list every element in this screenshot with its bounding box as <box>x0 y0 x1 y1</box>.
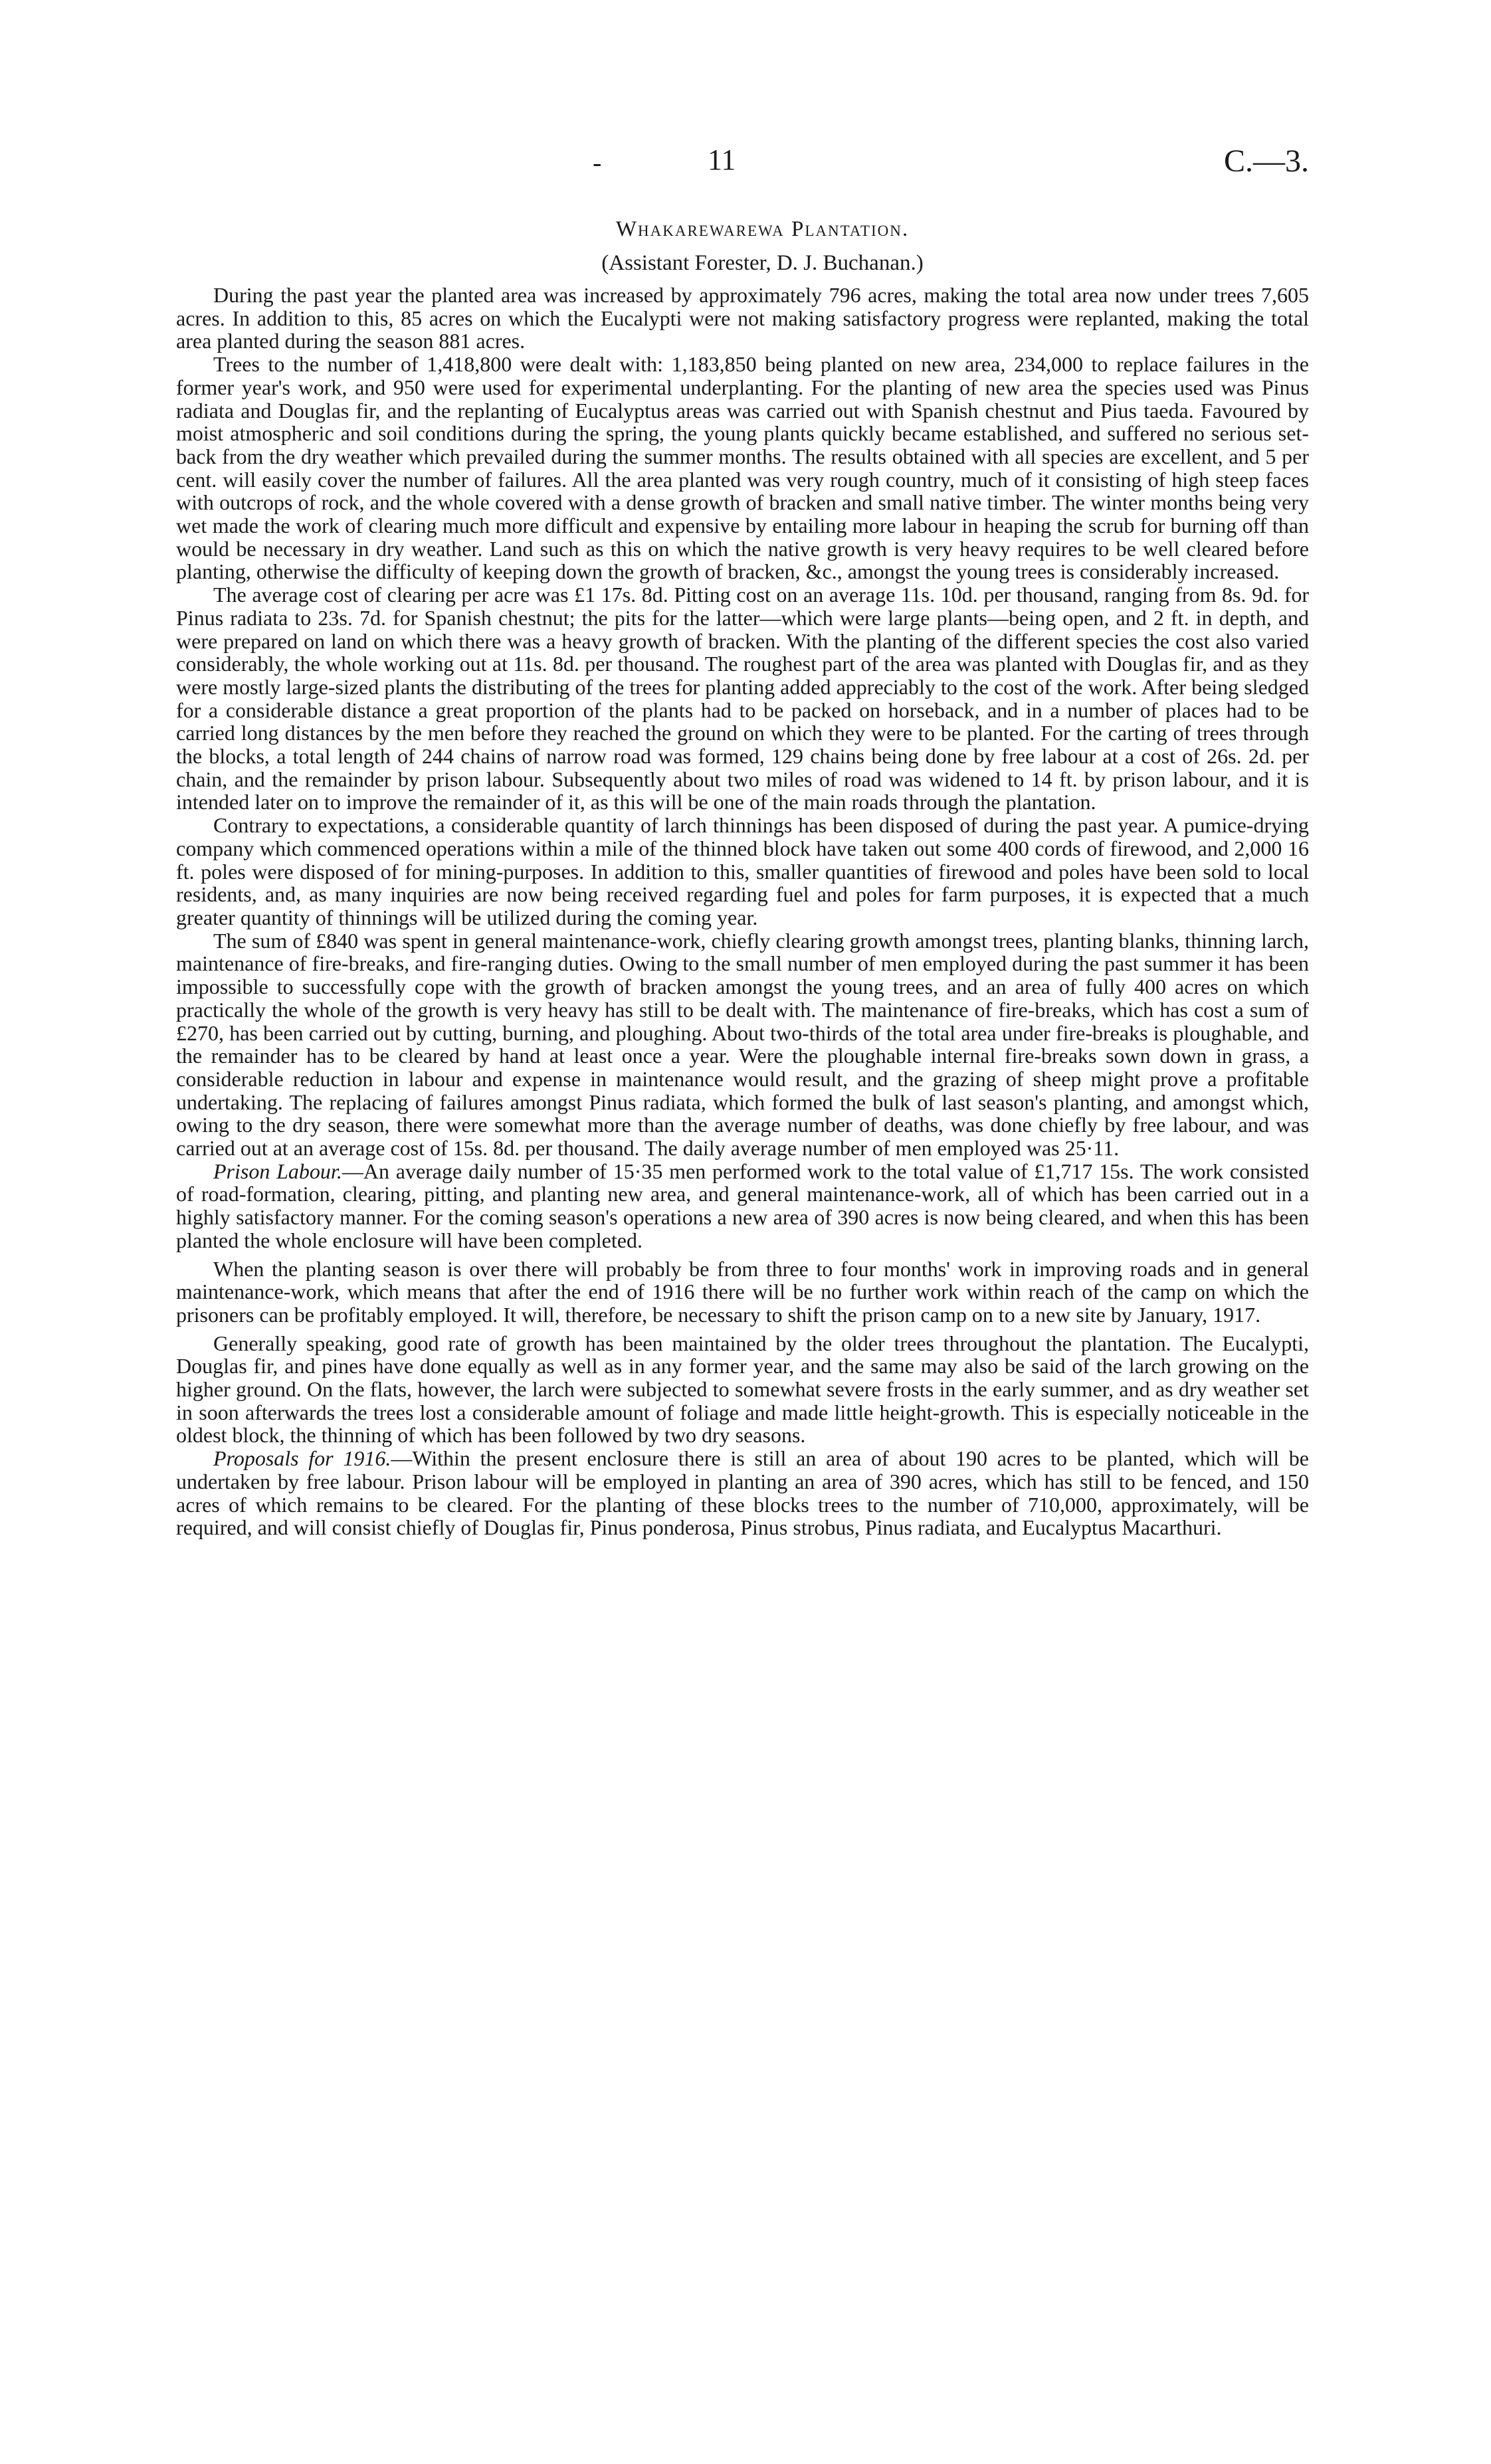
paragraph-trees-dealt-with: Trees to the number of 1,418,800 were dealt with: 1,183,850 being planted on new area, 234,000 to replace failures in the former year's work, and 950 were used for experimental underplanting. For the planting of new area the species used was Pinus radiata and Douglas fir, and the replanting of Eucalyptus areas was carried out with Spanish chestnut and Pius taeda. Favoured by moist atmospheric and soil conditions during the spring, the young plants quickly became established, and suffered no serious set-back from the dry weather which prevailed during the summer months. The results obtained with all species are excellent, and 5 per cent. will easily cover the number of failures. All the area planted was very rough country, much of it consisting of high steep faces with outcrops of rock, and the whole covered with a dense growth of bracken and small native timber. The winter months being very wet made the work of clearing much more difficult and expensive by entailing more labour in heaping the scrub for burning off than would be necessary in dry weather. Land such as this on which the native growth is very heavy requires to be well cleared before planting, otherwise the difficulty of keeping down the growth of bracken, &c., amongst the young trees is considerably increased. <box>176 352 1309 584</box>
proposals-heading: Proposals for 1916. <box>213 1446 391 1471</box>
paragraph-larch-thinnings: Contrary to expectations, a considerable quantity of larch thinnings has been disposed of during the past year. A pumice-drying company which commenced operations within a mile of the thinned block have taken out some 400 cords of firewood, and 2,000 16 ft. poles were disposed of for mining-purposes. In addition to this, smaller quantities of firewood and poles have been sold to local residents, and, as many inquiries are now being received regarding fuel and poles for farm purposes, it is expected that a much greater quantity of thinnings will be utilized during the coming year. <box>176 813 1309 929</box>
prison-labour-heading: Prison Labour. <box>213 1159 342 1183</box>
section-title: Whakarewarewa Plantation. <box>615 217 910 241</box>
document-reference: C.—3. <box>1223 143 1309 179</box>
header-dash: - <box>593 147 602 177</box>
paragraph-planted-area: During the past year the planted area was increased by approximately 796 acres, making the total area now under trees 7,605 acres. In addition to this, 85 acres on which the Eucalypti were not making satisfactory progress were replanted, making the total area planted during the season 881 acres. <box>176 283 1309 353</box>
proposals-text: —Within the present enclosure there is still an area of about 190 acres to be planted, which will be undertaken by free labour. Prison labour will be employed in planting an area of 390 acres, which has still to be fenced, and 150 acres of which remains to be cleared. For the planting of these blocks trees to the number of 710,000, approximately, will be required, and will consist chiefly of Douglas fir, Pinus ponderosa, Pinus strobus, Pinus radiata, and Eucalyptus Macarthuri. <box>176 1446 1310 1540</box>
paragraph-proposals <box>176 1447 1309 1539</box>
paragraph-growth: Generally speaking, good rate of growth has been maintained by the older trees throughout the plantation. The Eucalypti, Douglas fir, and pines have done equally as well as in any former year, and the same may also be said of the larch growing on the higher ground. On the flats, however, the larch were subjected to somewhat severe frosts in the early summer, and as dry weather set in soon afterwards the trees lost a considerable amount of foliage and made little height-growth. This is especially noticeable in the oldest block, the thinning of which has been followed by two dry seasons. <box>176 1331 1309 1448</box>
paragraph-clearing-cost: The average cost of clearing per acre was £1 17s. 8d. Pitting cost on an average 11s. 10d. per thousand, ranging from 8s. 9d. for Pinus radiata to 23s. 7d. for Spanish chestnut; the pits for the latter—which were large plants—being open, and 2 ft. in depth, and were prepared on land on which there was a heavy growth of bracken. With the planting of the different species the cost also varied considerably, the whole working out at 11s. 8d. per thousand. The roughest part of the area was planted with Douglas fir, and as they were mostly large-sized plants the distributing of the trees for planting added appreciably to the cost of the work. After being sledged for a considerable distance a great proportion of the plants had to be packed on horseback, and in a number of places had to be carried long distances by the men before they reached the ground on which they were to be planted. For the carting of trees through the blocks, a total length of 244 chains of narrow road was formed, 129 chains being done by free labour at a cost of 26s. 2d. per chain, and the remainder by prison labour. Subsequently about two miles of road was widened to 14 ft. by prison labour, and it is intended later on to improve the remainder of it, as this will be one of the main roads through the plantation. <box>176 583 1309 814</box>
document-page <box>176 143 1309 1539</box>
prison-labour-text: —An average daily number of 15·35 men performed work to the total value of £1,717 15s. The work consisted of road-formation, clearing, pitting, and planting new area, and general maintenance-work, all of which has been carried out in a highly satisfactory manner. For the coming season's operations a new area of 390 acres is now being cleared, and when this has been planted the whole enclosure will have been completed. <box>176 1159 1310 1252</box>
paragraph-prison-labour <box>176 1160 1309 1252</box>
paragraph-planting-season: When the planting season is over there will probably be from three to four months' work in improving roads and in general maintenance-work, which means that after the end of 1916 there will be no further work within reach of the camp on which the prisoners can be profitably employed. It will, therefore, be necessary to shift the prison camp on to a new site by January, 1917. <box>176 1256 1309 1327</box>
paragraph-maintenance: The sum of £840 was spent in general maintenance-work, chiefly clearing growth amongst trees, planting blanks, thinning larch, maintenance of fire-breaks, and fire-ranging duties. Owing to the small number of men employed during the past summer it has been impossible to successfully cope with the growth of bracken amongst the young trees, and an area of fully 400 acres on which practically the whole of the growth is very heavy has still to be dealt with. The maintenance of fire-breaks, which has cost a sum of £270, has been carried out by cutting, burning, and ploughing. About two-thirds of the total area under fire-breaks is ploughable, and the remainder has to be cleared by hand at least once a year. Were the ploughable internal fire-breaks sown down in grass, a considerable reduction in labour and expense in maintenance would result, and the grazing of sheep might prove a profitable undertaking. The replacing of failures amongst Pinus radiata, which formed the bulk of last season's planting, and amongst which, owing to the dry season, there were somewhat more than the average number of deaths, was done chiefly by free labour, and was carried out at an average cost of 15s. 8d. per thousand. The daily average number of men employed was 25·11. <box>176 928 1309 1161</box>
page-header <box>176 143 1309 189</box>
page-number: 11 <box>708 143 736 176</box>
section-subtitle: (Assistant Forester, D. J. Buchanan.) <box>601 251 924 275</box>
